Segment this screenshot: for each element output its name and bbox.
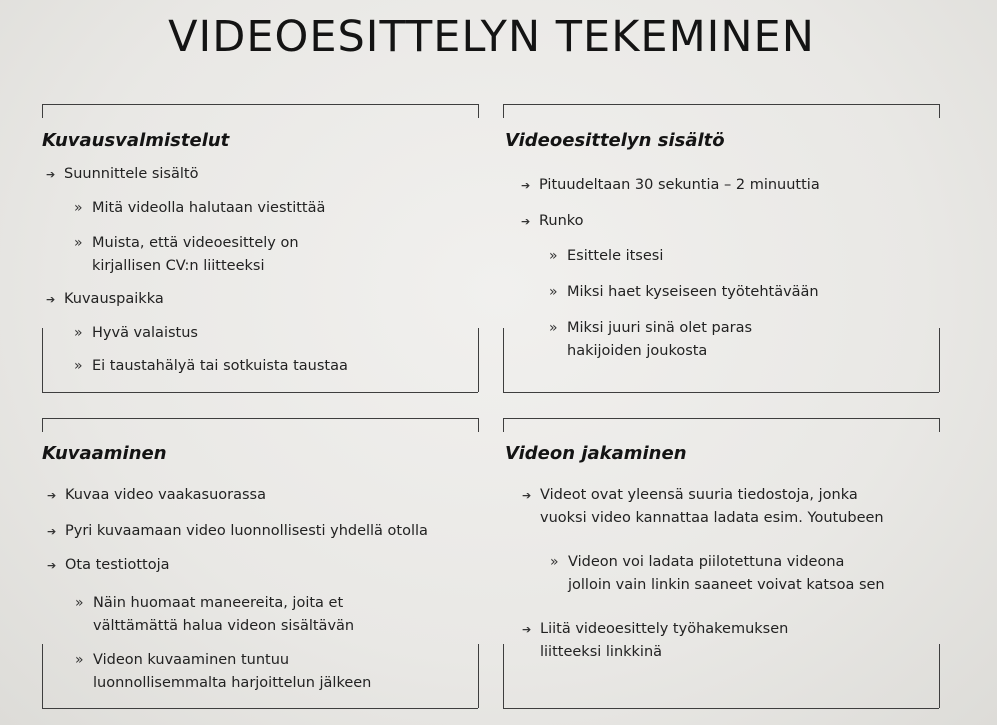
sub-list-item — [74, 322, 198, 345]
arrow-bullet-icon: ➔ — [522, 489, 532, 502]
sub-list-item — [549, 281, 819, 304]
item-text: välttämättä halua videon sisältävän — [93, 618, 355, 634]
frame-top-left-tick — [42, 418, 43, 432]
item-text: Ei taustahälyä tai sotkuista taustaa — [92, 358, 348, 374]
item-text: Videon kuvaaminen tuntuu — [93, 652, 290, 668]
double-chevron-bullet-icon: » — [75, 652, 84, 668]
arrow-bullet-icon: ➔ — [46, 293, 56, 306]
sub-list-item — [568, 574, 885, 597]
item-text: Miksi haet kyseiseen työtehtävään — [567, 284, 819, 300]
page-title: VIDEOESITTELYN TEKEMINEN — [168, 12, 815, 62]
sub-list-item — [74, 355, 348, 378]
frame-bottom-line — [42, 392, 478, 393]
arrow-bullet-icon: ➔ — [47, 559, 57, 572]
list-item — [46, 288, 164, 311]
item-text: Hyvä valaistus — [92, 325, 198, 341]
frame-top-right-tick — [478, 104, 479, 118]
sub-list-item — [93, 615, 354, 638]
sub-list-item — [75, 592, 344, 615]
arrow-bullet-icon: ➔ — [521, 215, 531, 228]
frame-bottom-line — [503, 708, 939, 709]
list-item — [521, 210, 584, 233]
item-text: Pituudeltaan 30 sekuntia – 2 minuuttia — [539, 177, 820, 193]
list-item — [46, 163, 199, 186]
list-item — [47, 484, 266, 507]
item-text: Liitä videoesittely työhakemuksen — [540, 621, 789, 637]
arrow-bullet-icon: ➔ — [522, 623, 532, 636]
frame-bottom-right-side — [939, 328, 940, 392]
frame-top-left-tick — [503, 104, 504, 118]
panel-heading: Videon jakaminen — [505, 443, 687, 464]
double-chevron-bullet-icon: » — [74, 358, 83, 374]
frame-bottom-line — [42, 708, 478, 709]
item-text: Videon voi ladata piilotettuna videona — [568, 554, 845, 570]
item-text: Kuvauspaikka — [64, 291, 164, 307]
item-text: Esittele itsesi — [567, 248, 664, 264]
double-chevron-bullet-icon: » — [74, 325, 83, 341]
item-text: Videot ovat yleensä suuria tiedostoja, jonka — [540, 487, 858, 503]
item-text: Runko — [539, 213, 584, 229]
frame-top-left-tick — [503, 418, 504, 432]
double-chevron-bullet-icon: » — [550, 554, 559, 570]
double-chevron-bullet-icon: » — [549, 320, 558, 336]
sub-list-item — [549, 245, 664, 268]
item-text: vuoksi video kannattaa ladata esim. Youtubeen — [540, 510, 884, 526]
item-text: liitteeksi linkkinä — [540, 644, 663, 660]
sub-list-item — [93, 672, 371, 695]
item-text: Mitä videolla halutaan viestittää — [92, 200, 326, 216]
panel-heading: Kuvausvalmistelut — [42, 130, 230, 151]
list-item — [521, 174, 820, 197]
frame-bottom-left-side — [42, 644, 43, 708]
sub-list-item — [92, 255, 265, 278]
sub-list-item — [549, 317, 753, 340]
frame-top-line — [42, 104, 478, 105]
sub-list-item — [74, 232, 299, 255]
frame-top-line — [503, 418, 939, 419]
frame-bottom-left-side — [503, 328, 504, 392]
item-text: Muista, että videoesittely on — [92, 235, 299, 251]
sub-list-item — [567, 340, 707, 363]
double-chevron-bullet-icon: » — [75, 595, 84, 611]
double-chevron-bullet-icon: » — [549, 248, 558, 264]
list-item — [522, 484, 858, 507]
frame-top-right-tick — [939, 418, 940, 432]
list-item — [47, 520, 428, 543]
double-chevron-bullet-icon: » — [549, 284, 558, 300]
frame-bottom-left-side — [42, 328, 43, 392]
frame-bottom-line — [503, 392, 939, 393]
double-chevron-bullet-icon: » — [74, 200, 83, 216]
frame-top-right-tick — [478, 418, 479, 432]
sub-list-item — [74, 197, 326, 220]
panel-heading: Videoesittelyn sisältö — [505, 130, 725, 151]
list-item — [540, 641, 662, 664]
sub-list-item — [75, 649, 290, 672]
item-text: Miksi juuri sinä olet paras — [567, 320, 753, 336]
frame-top-left-tick — [42, 104, 43, 118]
panel-heading: Kuvaaminen — [42, 443, 167, 464]
double-chevron-bullet-icon: » — [74, 235, 83, 251]
frame-top-line — [503, 104, 939, 105]
item-text: Suunnittele sisältö — [64, 166, 199, 182]
item-text: Pyri kuvaamaan video luonnollisesti yhdellä otolla — [65, 523, 428, 539]
item-text: Kuvaa video vaakasuorassa — [65, 487, 266, 503]
arrow-bullet-icon: ➔ — [47, 525, 57, 538]
frame-top-right-tick — [939, 104, 940, 118]
list-item — [540, 507, 884, 530]
item-text: Näin huomaat maneereita, joita et — [93, 595, 344, 611]
arrow-bullet-icon: ➔ — [46, 168, 56, 181]
item-text: jolloin vain linkin saaneet voivat katsoa sen — [568, 577, 885, 593]
item-text: hakijoiden joukosta — [567, 343, 708, 359]
arrow-bullet-icon: ➔ — [47, 489, 57, 502]
list-item — [522, 618, 789, 641]
frame-bottom-right-side — [478, 644, 479, 708]
arrow-bullet-icon: ➔ — [521, 179, 531, 192]
frame-bottom-right-side — [478, 328, 479, 392]
frame-top-line — [42, 418, 478, 419]
item-text: Ota testiottoja — [65, 557, 170, 573]
frame-bottom-left-side — [503, 644, 504, 708]
frame-bottom-right-side — [939, 644, 940, 708]
item-text: kirjallisen CV:n liitteeksi — [92, 258, 265, 274]
sub-list-item — [550, 551, 845, 574]
item-text: luonnollisemmalta harjoittelun jälkeen — [93, 675, 372, 691]
list-item — [47, 554, 170, 577]
